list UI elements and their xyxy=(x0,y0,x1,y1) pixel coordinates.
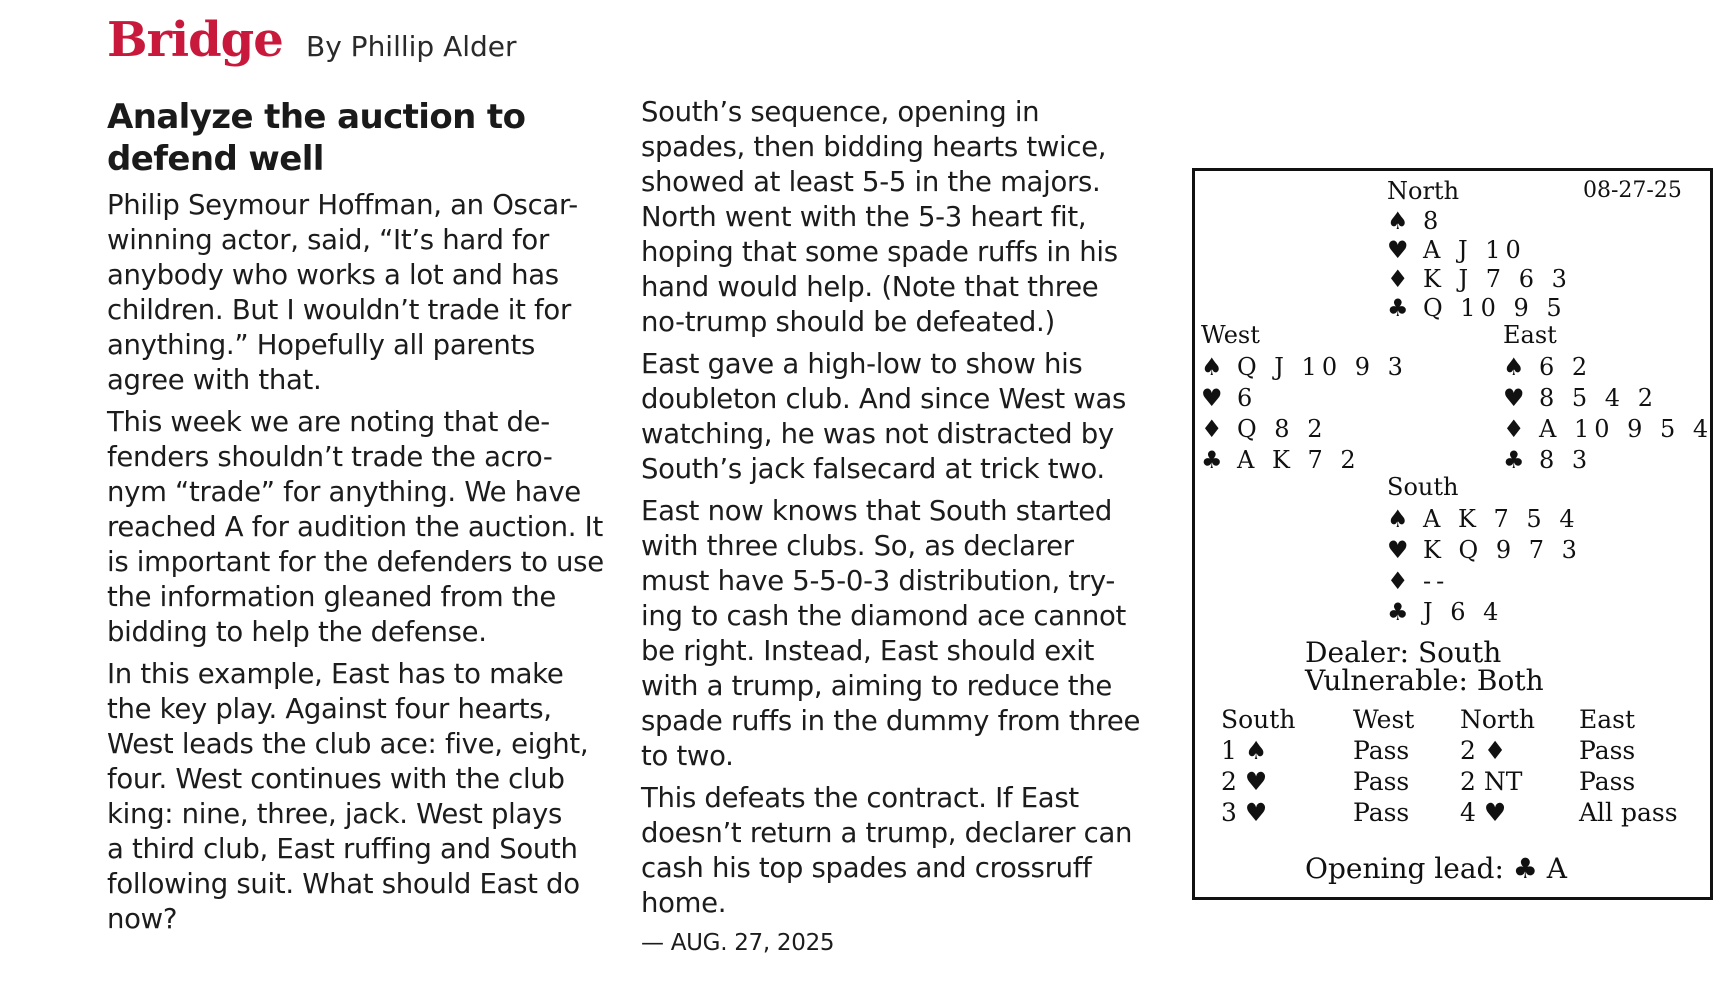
text-line: following suit. What should East do xyxy=(107,868,580,900)
text-line: children. But I wouldn’t trade it for xyxy=(107,294,571,326)
south-spades: A K 7 5 4 xyxy=(1423,505,1580,533)
auction-bid: 2 NT xyxy=(1460,767,1523,796)
auction-header-north: North xyxy=(1460,705,1536,734)
auction-bid: All pass xyxy=(1579,798,1678,827)
text-line: West leads the club ace: five, eight, xyxy=(107,728,589,760)
text-line: This week we are noting that de- xyxy=(107,406,550,438)
heart-icon: ♥ xyxy=(1387,236,1409,264)
text-line: with a trump, aiming to reduce the xyxy=(641,670,1113,702)
text-line: spades, then bidding hearts twice, xyxy=(641,131,1107,163)
text-line: the information gleaned from the xyxy=(107,581,557,613)
text-line: now? xyxy=(107,903,178,935)
north-spades: 8 xyxy=(1423,207,1444,235)
east-diamonds: A 10 9 5 4 xyxy=(1539,415,1714,443)
auction-bid: Pass xyxy=(1353,798,1410,827)
text-line: In this example, East has to make xyxy=(107,658,564,690)
north-diamonds: K J 7 6 3 xyxy=(1423,265,1572,293)
text-line: hoping that some spade ruffs in his xyxy=(641,236,1118,268)
auction-bid: 3 ♥ xyxy=(1221,798,1268,827)
text-line: hand would help. (Note that three xyxy=(641,271,1099,303)
text-line: cash his top spades and crossruff xyxy=(641,852,1092,884)
club-icon: ♣ xyxy=(1387,598,1409,626)
south-diamonds: -- xyxy=(1423,567,1450,595)
text-line: agree with that. xyxy=(107,364,322,396)
south-hearts: K Q 9 7 3 xyxy=(1423,536,1582,564)
column-brand-title: Bridge xyxy=(107,12,283,68)
paragraph xyxy=(107,657,604,937)
heart-icon: ♥ xyxy=(1387,536,1409,564)
auction-header-east: East xyxy=(1579,705,1636,734)
vulnerability-info: Vulnerable: Both xyxy=(1305,664,1544,697)
auction-bid: 1 ♠ xyxy=(1221,736,1268,765)
text-line: ing to cash the diamond ace cannot xyxy=(641,600,1127,632)
auction-bid: 4 ♥ xyxy=(1460,798,1507,827)
paragraph xyxy=(641,494,1140,774)
author-byline: By Phillip Alder xyxy=(306,30,517,63)
text-line: doesn’t return a trump, declarer can xyxy=(641,817,1133,849)
west-diamonds: Q 8 2 xyxy=(1237,415,1328,443)
text-line: doubleton club. And since West was xyxy=(641,383,1127,415)
paragraph xyxy=(641,347,1140,487)
article-column-1 xyxy=(107,188,604,944)
spade-icon: ♠ xyxy=(1387,207,1409,235)
text-line: winning actor, said, “It’s hard for xyxy=(107,224,549,256)
text-line: to two. xyxy=(641,740,734,772)
auction-bid: 2 ♥ xyxy=(1221,767,1268,796)
west-hearts: 6 xyxy=(1237,384,1258,412)
north-clubs: Q 10 9 5 xyxy=(1423,294,1567,322)
text-line: king: nine, three, jack. West plays xyxy=(107,798,563,830)
text-line: nym “trade” for anything. We have xyxy=(107,476,581,508)
text-line: East gave a high-low to show his xyxy=(641,348,1083,380)
text-line: with three clubs. So, as declarer xyxy=(641,530,1074,562)
heart-icon: ♥ xyxy=(1201,384,1223,412)
text-line: no-trump should be defeated.) xyxy=(641,306,1055,338)
headline-line: defend well xyxy=(107,139,324,179)
auction-bid: Pass xyxy=(1353,767,1410,796)
north-hearts: A J 10 xyxy=(1423,236,1526,264)
auction-header-west: West xyxy=(1353,705,1415,734)
north-label: North xyxy=(1387,177,1460,205)
text-line: reached A for audition the auction. It xyxy=(107,511,603,543)
east-label: East xyxy=(1503,321,1557,349)
heart-icon: ♥ xyxy=(1503,384,1525,412)
dealer-info: Dealer: South xyxy=(1305,636,1502,669)
spade-icon: ♠ xyxy=(1201,353,1223,381)
headline-line: Analyze the auction to xyxy=(107,97,526,137)
spade-icon: ♠ xyxy=(1387,505,1409,533)
paragraph xyxy=(641,95,1140,340)
text-line: spade ruffs in the dummy from three xyxy=(641,705,1141,737)
east-hearts: 8 5 4 2 xyxy=(1539,384,1658,412)
diamond-icon: ♦ xyxy=(1387,567,1409,595)
diamond-icon: ♦ xyxy=(1387,265,1409,293)
auction-header-south: South xyxy=(1221,705,1296,734)
diamond-icon: ♦ xyxy=(1201,415,1223,443)
auction-bid: Pass xyxy=(1579,767,1636,796)
article-column-2 xyxy=(641,95,1140,958)
text-line: This defeats the contract. If East xyxy=(641,782,1079,814)
text-line: is important for the defenders to use xyxy=(107,546,604,578)
paragraph xyxy=(641,781,1140,921)
text-line: watching, he was not distracted by xyxy=(641,418,1114,450)
text-line: four. West continues with the club xyxy=(107,763,565,795)
dateline: — AUG. 27, 2025 xyxy=(641,930,835,956)
article-headline xyxy=(107,96,537,180)
text-line: East now knows that South started xyxy=(641,495,1113,527)
bridge-deal-diagram xyxy=(1192,168,1713,900)
text-line: North went with the 5-3 heart fit, xyxy=(641,201,1087,233)
club-icon: ♣ xyxy=(1503,446,1525,474)
text-line: fenders shouldn’t trade the acro- xyxy=(107,441,553,473)
diamond-icon: ♦ xyxy=(1503,415,1525,443)
opening-lead: Opening lead: ♣ A xyxy=(1305,852,1567,885)
text-line: showed at least 5-5 in the majors. xyxy=(641,166,1101,198)
spade-icon: ♠ xyxy=(1503,353,1525,381)
auction-bid: Pass xyxy=(1353,736,1410,765)
auction-bid: 2 ♦ xyxy=(1460,736,1507,765)
south-label: South xyxy=(1387,473,1459,501)
text-line: anything.” Hopefully all parents xyxy=(107,329,536,361)
text-line: Philip Seymour Hoffman, an Oscar- xyxy=(107,189,578,221)
text-line: the key play. Against four hearts, xyxy=(107,693,552,725)
paragraph xyxy=(107,405,604,650)
text-line: home. xyxy=(641,887,727,919)
text-line: must have 5-5-0-3 distribution, try- xyxy=(641,565,1115,597)
west-label: West xyxy=(1201,321,1260,349)
diagram-date: 08-27-25 xyxy=(1583,178,1682,203)
text-line: South’s sequence, opening in xyxy=(641,96,1040,128)
west-spades: Q J 10 9 3 xyxy=(1237,353,1408,381)
paragraph xyxy=(107,188,604,398)
east-clubs: 8 3 xyxy=(1539,446,1593,474)
east-spades: 6 2 xyxy=(1539,353,1593,381)
club-icon: ♣ xyxy=(1201,446,1223,474)
text-line: South’s jack falsecard at trick two. xyxy=(641,453,1105,485)
west-clubs: A K 7 2 xyxy=(1237,446,1361,474)
text-line: a third club, East ruffing and South xyxy=(107,833,578,865)
text-line: be right. Instead, East should exit xyxy=(641,635,1095,667)
text-line: bidding to help the defense. xyxy=(107,616,487,648)
text-line: anybody who works a lot and has xyxy=(107,259,559,291)
south-clubs: J 6 4 xyxy=(1423,598,1504,626)
club-icon: ♣ xyxy=(1387,294,1409,322)
auction-bid: Pass xyxy=(1579,736,1636,765)
